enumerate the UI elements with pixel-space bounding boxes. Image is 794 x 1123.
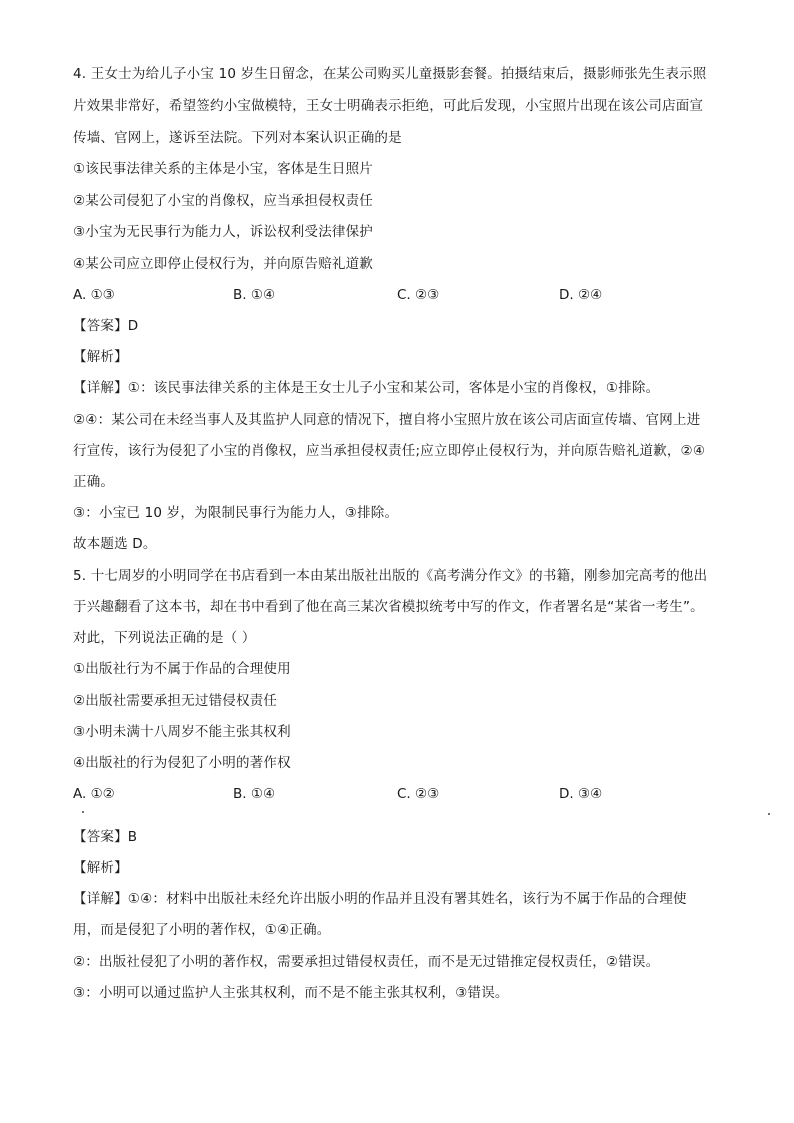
q5-detail-line-1: 【详解】①④：材料中出版社未经允许出版小明的作品并且没有署其姓名，该行为不属于作品的合理使 [73,891,687,907]
q4-item-4: ④某公司应立即停止侵权行为，并向原告赔礼道歉 [73,256,374,272]
q4-detail-line-3: 行宣传，该行为侵犯了小宝的肖像权，应当承担侵权责任;应立即停止侵权行为，并向原告赔礼道歉，②④ [73,443,706,459]
q4-answer: 【答案】D [73,318,139,334]
q4-detail-line-6: 故本题选 D。 [73,536,157,552]
q5-stem-line-3: 对此，下列说法正确的是（ ） [73,630,256,646]
q4-detail-line-4: 正确。 [73,474,115,490]
q5-item-2: ②出版社需要承担无过错侵权责任 [73,693,278,709]
q5-option-b: B. ①④ [233,786,276,802]
q5-item-3: ③小明未满十八周岁不能主张其权利 [73,724,291,740]
q5-answer: 【答案】B [73,829,138,845]
q5-item-1: ①出版社行为不属于作品的合理使用 [73,661,291,677]
q4-options [73,285,713,305]
q4-item-1: ①该民事法律关系的主体是小宝，客体是生日照片 [73,161,374,177]
q5-option-d: D. ③④ [559,786,603,802]
q4-detail-line-1: 【详解】①：该民事法律关系的主体是王女士儿子小宝和某公司，客体是小宝的肖像权，①排除。 [73,380,660,396]
q4-option-a: A. ①③ [73,287,115,303]
q4-item-2: ②某公司侵犯了小宝的肖像权，应当承担侵权责任 [73,193,374,209]
stray-dot [82,811,84,813]
q4-stem-line-2: 片效果非常好，希望签约小宝做模特，王女士明确表示拒绝，可此后发现，小宝照片出现在该公司店面宣 [73,98,704,114]
q5-options [73,784,713,804]
q5-stem-line-2: 于兴趣翻看了这本书，却在书中看到了他在高三某次省模拟统考中写的作文，作者署名是“某省一考生”。 [73,599,704,615]
q5-analysis-label: 【解析】 [73,860,128,876]
stray-dot [768,813,770,815]
q5-detail-line-4: ③：小明可以通过监护人主张其权利，而不是不能主张其权利，③错误。 [73,985,509,1001]
q4-option-c: C. ②③ [397,287,440,303]
q4-stem-line-3: 传墙、官网上，遂诉至法院。下列对本案认识正确的是 [73,130,402,146]
q4-item-3: ③小宝为无民事行为能力人，诉讼权利受法律保护 [73,224,374,240]
q4-stem-line-1: 4. 王女士为给儿子小宝 10 岁生日留念，在某公司购买儿童摄影套餐。拍摄结束后，摄影师张先生表示照 [73,66,707,82]
q5-option-c: C. ②③ [397,786,440,802]
q4-analysis-label: 【解析】 [73,349,128,365]
q5-item-4: ④出版社的行为侵犯了小明的著作权 [73,755,291,771]
q5-stem-line-1: 5. 十七周岁的小明同学在书店看到一本由某出版社出版的《高考满分作文》的书籍，刚参加完高考的他出 [73,568,708,584]
q5-detail-line-2: 用，而是侵犯了小明的著作权，①④正确。 [73,922,331,938]
q5-option-a: A. ①② [73,786,115,802]
q4-detail-line-2: ②④：某公司在未经当事人及其监护人同意的情况下，擅自将小宝照片放在该公司店面宣传墙、官网上进 [73,412,701,428]
q5-detail-line-3: ②：出版社侵犯了小明的著作权，需要承担过错侵权责任，而不是无过错推定侵权责任，②错误。 [73,954,660,970]
q4-detail-line-5: ③：小宝已 10 岁，为限制民事行为能力人，③排除。 [73,505,399,521]
q4-option-b: B. ①④ [233,287,276,303]
q4-option-d: D. ②④ [559,287,603,303]
